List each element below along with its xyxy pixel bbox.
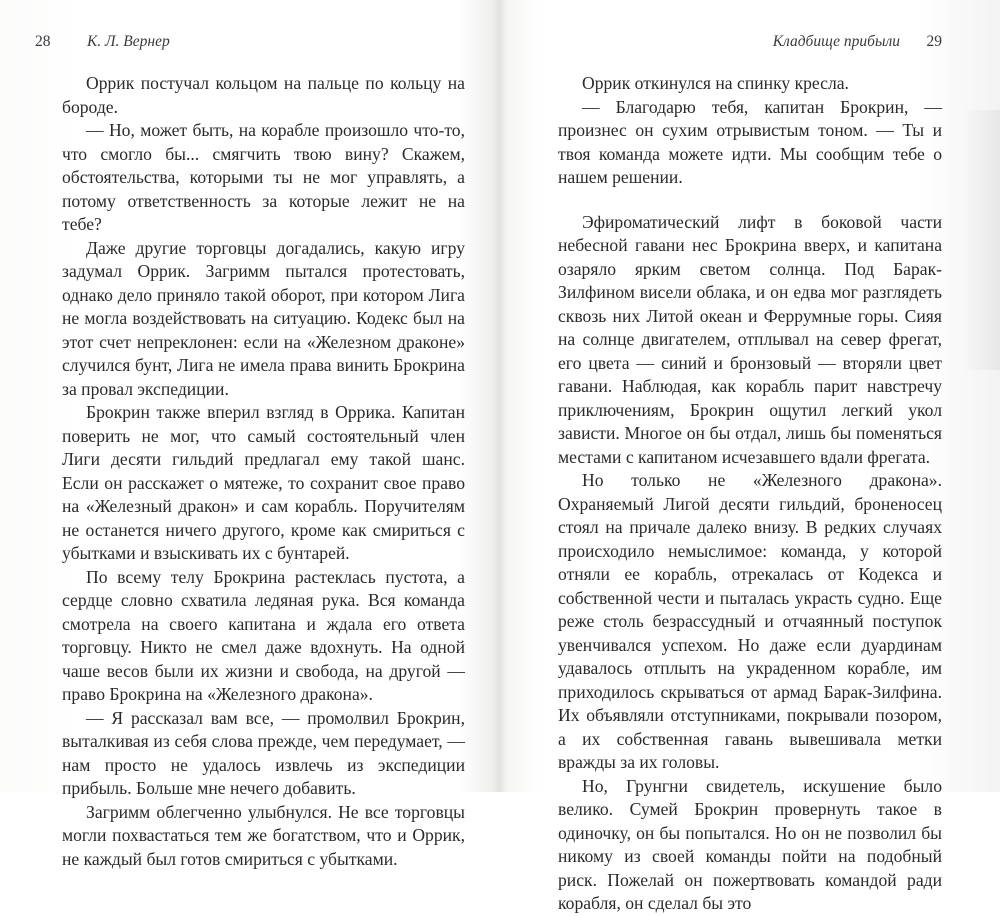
paragraph: Загримм облегченно улыбнулся. Не все торговцы могли похвастаться тем же богатством, что и Оррик, не каждый был готов смириться с убытками. <box>62 801 465 869</box>
page-edge-shade <box>960 110 1000 370</box>
book-gutter <box>493 0 507 792</box>
right-page <box>500 0 1000 913</box>
left-page <box>0 0 500 869</box>
paragraph: Оррик постучал кольцом на пальце по кольцу на бороде. <box>62 73 465 117</box>
paragraph-scene-break: Эфироматический лифт в боковой части небесной гавани нес Брокрина вверх, и капитана озаряло ярким светом солнца. Под Барак-Зилфином висели облака, и он едва мог разглядеть сквозь них Литой океан и Феррумные горы. Сияя на солнце двигателем, отплывал на север фрегат, его цвета — синий и бронзовый — вторяли цвет гавани. Наблюдая, как корабль парит навстречу приключениям, Брокрин ощутил легкий укол зависти. Многое он бы отдал, лишь бы поменяться местами с капитаном исчезавшего вдали фрегата. <box>558 211 942 467</box>
paragraph: По всему телу Брокрина растеклась пустота, а сердце словно схватила ледяная рука. Вся команда смотрела на своего капитана и ждала его ответа торговцу. Никто не смел даже вдохнуть. На одной чаше весов были их жизни и свобода, на другой — право Брокрина на «Железного дракона». <box>62 566 465 704</box>
paragraph: Но только не «Железного дракона». Охраняемый Лигой десяти гильдий, броненосец стоял на причале далеко внизу. В редких случаях происходило немыслимое: команда, у которой отняли ее корабль, отрекалась от Кодекса и собственной чести и пыталась украсть судно. Еще реже столь безрассудный и отчаянный поступок увенчивался успехом. Но даже если дуардинам удавалось отплыть на украденном корабле, им приходилось скрываться от армад Барак-Зилфина. Их объявляли отступниками, покрывали позором, а их собственная гавань вывешивала метки вражды за их головы. <box>558 470 942 772</box>
running-head-author: К. Л. Вернер <box>87 33 170 50</box>
page-number-right: 29 <box>926 33 942 50</box>
paragraph: — Я рассказал вам все, — промолвил Брокрин, выталкивая из себя слова прежде, чем передумает, — нам просто не удалось извлечь из экспедиции прибыль. Больше мне нечего добавить. <box>62 707 465 798</box>
paragraph: Оррик откинулся на спинку кресла. <box>582 73 849 93</box>
paragraph: Брокрин также вперил взгляд в Оррика. Капитан поверить не мог, что самый состоятельный член Лиги десяти гильдий предлагал ему такой шанс. Если он расскажет о мятеже, то сохранит свое право на «Железный дракон» и сам корабль. Поручителям не останется ничего другого, кроме как смириться с убытками и взыскивать их с бунтарей. <box>62 402 465 563</box>
paragraph: Даже другие торговцы догадались, какую игру задумал Оррик. Загримм пытался протестовать, однако дело приняло такой оборот, при котором Лига не могла воздействовать на ситуацию. Кодекс был на этот счет непреклонен: если на «Железном драконе» случился бунт, Лига не имела права винить Брокрина за провал экспедиции. <box>62 237 465 399</box>
left-page-body <box>62 72 465 871</box>
page-number-left: 28 <box>35 33 51 50</box>
running-head-title: Кладбище прибыли <box>772 33 900 50</box>
paragraph: — Благодарю тебя, капитан Брокрин, — произнес он сухим отрывистым тоном. — Ты и твоя команда можете идти. Мы сообщим тебе о нашем решении. <box>558 96 942 187</box>
paragraph: — Но, может быть, на корабле произошло что-то, что смогло бы... смягчить твою вину? Скажем, обстоятельства, которыми ты не мог управлять, а потому ответственность за которые лежит не на тебе? <box>62 120 465 234</box>
right-page-body <box>558 72 942 916</box>
paragraph-continued: Но, Грунгни свидетель, искушение было велико. Сумей Брокрин провернуть такое в одиночку, он бы попытался. Но он не позволил бы никому из своей команды пойти на подобный риск. Пожелай он пожертвовать командой ради корабля, он сделал бы это <box>558 775 942 913</box>
